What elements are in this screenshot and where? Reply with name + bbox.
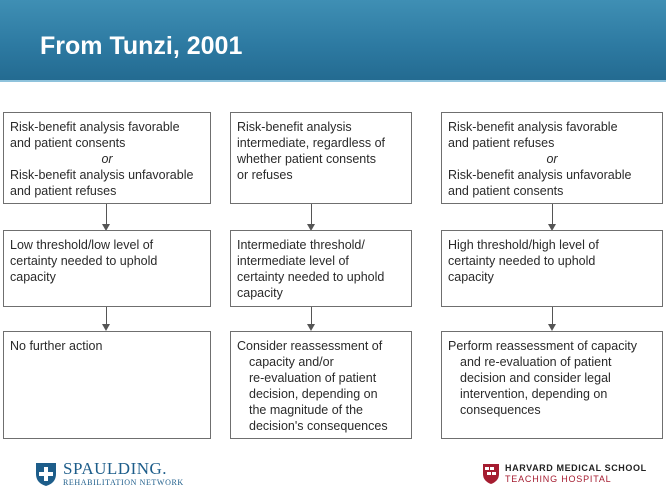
- box-text: and patient refuses: [448, 136, 555, 150]
- spaulding-shield-icon: [35, 461, 57, 487]
- box-text: re-evaluation of patient: [249, 371, 377, 385]
- box-text: capacity: [237, 286, 283, 300]
- arrow-shaft: [311, 204, 312, 224]
- spaulding-logo: [35, 460, 184, 487]
- arrow-shaft: [106, 204, 107, 224]
- col3-bottom-box: [441, 331, 663, 439]
- box-text: Intermediate threshold/: [237, 238, 365, 252]
- box-text: certainty needed to uphold: [237, 270, 385, 284]
- harvard-shield-icon: [482, 463, 500, 485]
- box-text: capacity: [448, 270, 494, 284]
- box-text: intervention, depending on: [460, 387, 608, 401]
- spaulding-name: SPAULDING: [63, 459, 163, 478]
- box-text: No further action: [10, 339, 103, 353]
- box-text: and re-evaluation of patient: [460, 355, 612, 369]
- box-text: Risk-benefit analysis favorable: [448, 120, 618, 134]
- box-text: the magnitude of the: [249, 403, 363, 417]
- arrow-shaft: [552, 204, 553, 224]
- box-text: certainty needed to uphold: [10, 254, 158, 268]
- box-text: Risk-benefit analysis favorable: [10, 120, 180, 134]
- arrow-shaft: [552, 307, 553, 325]
- col2-bottom-box: [230, 331, 412, 439]
- box-text: and patient refuses: [10, 184, 117, 198]
- box-text: Risk-benefit analysis unfavorable: [448, 168, 632, 182]
- col3-top-box: [441, 112, 663, 204]
- col1-top-box: [3, 112, 211, 204]
- harvard-subtitle: TEACHING HOSPITAL: [505, 474, 612, 484]
- box-text: whether patient consents: [237, 152, 376, 166]
- box-text: Risk-benefit analysis unfavorable: [10, 168, 194, 182]
- box-text: consequences: [460, 403, 541, 417]
- slide-title: From Tunzi, 2001: [40, 32, 243, 60]
- arrow-head-icon: [102, 324, 110, 331]
- box-text: Low threshold/low level of: [10, 238, 154, 252]
- box-text: High threshold/high level of: [448, 238, 599, 252]
- box-text: and patient consents: [448, 184, 564, 198]
- or-text: or: [101, 152, 113, 166]
- col2-middle-box: [230, 230, 412, 307]
- header-divider: [0, 80, 666, 82]
- box-text: decision, depending on: [249, 387, 378, 401]
- box-text: or refuses: [237, 168, 293, 182]
- arrow-head-icon: [307, 324, 315, 331]
- arrow-shaft: [106, 307, 107, 325]
- col3-middle-box: [441, 230, 663, 307]
- box-text: and patient consents: [10, 136, 126, 150]
- arrow-shaft: [311, 307, 312, 325]
- box-text: Consider reassessment of: [237, 339, 383, 353]
- box-text: decision and consider legal: [460, 371, 611, 385]
- spaulding-trademark: .: [162, 459, 168, 478]
- col1-bottom-box: [3, 331, 211, 439]
- box-text: capacity and/or: [249, 355, 334, 369]
- box-text: intermediate level of: [237, 254, 349, 268]
- box-text: Risk-benefit analysis: [237, 120, 352, 134]
- or-text: or: [546, 152, 558, 166]
- box-text: decision's consequences: [249, 419, 388, 433]
- box-text: Perform reassessment of capacity: [448, 339, 637, 353]
- box-text: capacity: [10, 270, 56, 284]
- box-text: intermediate, regardless of: [237, 136, 385, 150]
- col1-middle-box: [3, 230, 211, 307]
- harvard-name: HARVARD MEDICAL SCHOOL: [505, 463, 647, 473]
- col2-top-box: [230, 112, 412, 204]
- harvard-logo: [482, 463, 647, 485]
- box-text: certainty needed to uphold: [448, 254, 596, 268]
- spaulding-subtitle: REHABILITATION NETWORK: [63, 478, 184, 487]
- arrow-head-icon: [548, 324, 556, 331]
